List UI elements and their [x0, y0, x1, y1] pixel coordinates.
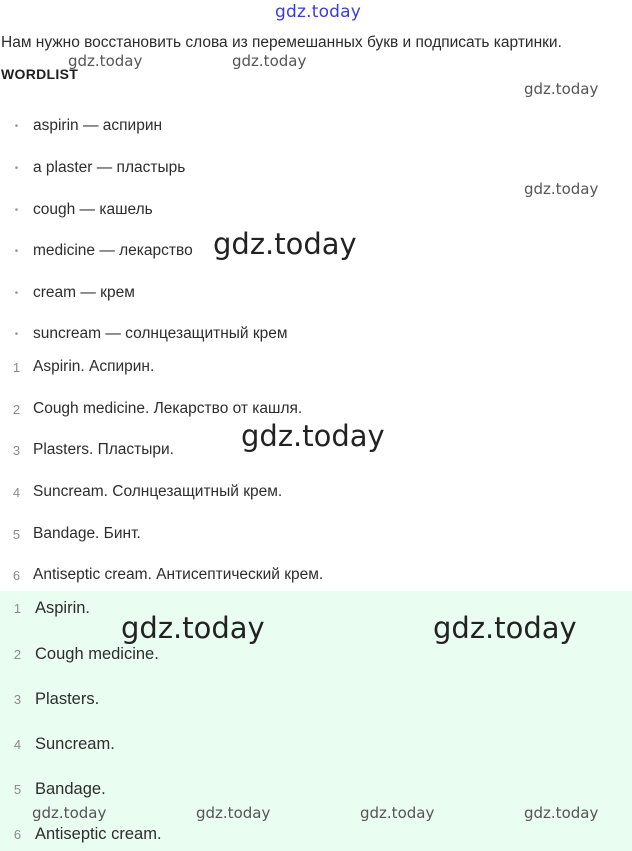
bullet-icon: • — [14, 120, 19, 132]
translation-item — [0, 353, 154, 381]
translation-item — [0, 478, 282, 506]
translation-item — [0, 520, 141, 548]
translation-item — [0, 561, 323, 589]
item-number: 6 — [12, 567, 21, 583]
translation-text: Aspirin. Аспирин. — [33, 358, 155, 375]
wordlist-item — [0, 279, 135, 307]
bullet-icon: • — [14, 287, 19, 299]
watermark: gdz.today — [196, 804, 271, 822]
wordlist-item — [0, 112, 162, 140]
answer-text: Plasters. — [35, 689, 100, 708]
item-number: 5 — [12, 526, 21, 542]
item-number: 4 — [13, 736, 22, 752]
watermark: gdz.today — [68, 52, 143, 70]
wordlist-item — [0, 154, 185, 182]
wordlist-item-text: medicine — лекарство — [33, 242, 193, 259]
item-number: 2 — [13, 646, 22, 662]
item-number: 4 — [12, 484, 21, 500]
watermark-large: gdz.today — [213, 227, 357, 261]
watermark: gdz.today — [32, 804, 107, 822]
answer-text: Suncream. — [35, 734, 115, 753]
watermark-large: gdz.today — [433, 611, 577, 645]
watermark-large: gdz.today — [241, 419, 385, 453]
answer-item — [0, 775, 106, 803]
answer-item — [0, 820, 162, 848]
answer-item — [0, 730, 115, 758]
item-number: 6 — [13, 826, 22, 842]
wordlist-item-text: suncream — солнцезащитный крем — [33, 325, 288, 342]
wordlist-item-text: a plaster — пластырь — [33, 159, 186, 176]
translation-text: Cough medicine. Лекарство от кашля. — [33, 400, 303, 417]
watermark: gdz.today — [524, 180, 599, 198]
bullet-icon: • — [14, 162, 19, 174]
watermark: gdz.today — [524, 80, 599, 98]
wordlist-item-text: cream — крем — [33, 284, 135, 301]
watermark: gdz.today — [360, 804, 435, 822]
wordlist-item — [0, 237, 193, 265]
item-number: 1 — [12, 359, 21, 375]
wordlist-item — [0, 320, 288, 348]
translation-text: Antiseptic cream. Антисептический крем. — [33, 566, 324, 583]
watermark: gdz.today — [232, 52, 307, 70]
header-watermark: gdz.today — [275, 2, 362, 22]
watermark: gdz.today — [524, 804, 599, 822]
bullet-icon: • — [14, 204, 19, 216]
translation-text: Bandage. Бинт. — [33, 525, 141, 542]
wordlist-item-text: cough — кашель — [33, 201, 153, 218]
wordlist-title: WORDLIST — [1, 66, 79, 82]
watermark-large: gdz.today — [121, 611, 265, 645]
item-number: 3 — [12, 442, 21, 458]
translation-text: Plasters. Пластыри. — [33, 441, 174, 458]
answer-text: Aspirin. — [35, 598, 91, 617]
translation-item — [0, 436, 174, 464]
bullet-icon: • — [14, 245, 19, 257]
item-number: 2 — [12, 401, 21, 417]
item-number: 5 — [13, 781, 22, 797]
item-number: 3 — [13, 691, 22, 707]
bullet-icon: • — [14, 328, 19, 340]
translation-text: Suncream. Солнцезащитный крем. — [33, 483, 283, 500]
answer-text: Cough medicine. — [35, 644, 159, 663]
answer-item — [0, 594, 90, 622]
answer-item — [0, 685, 99, 713]
answer-text: Antiseptic cream. — [35, 824, 162, 843]
wordlist-item — [0, 196, 153, 224]
item-number: 1 — [13, 600, 22, 616]
answer-text: Bandage. — [35, 779, 106, 798]
wordlist-item-text: aspirin — аспирин — [33, 117, 163, 134]
intro-text: Нам нужно восстановить слова из перемешанных букв и подписать картинки. — [1, 34, 562, 51]
